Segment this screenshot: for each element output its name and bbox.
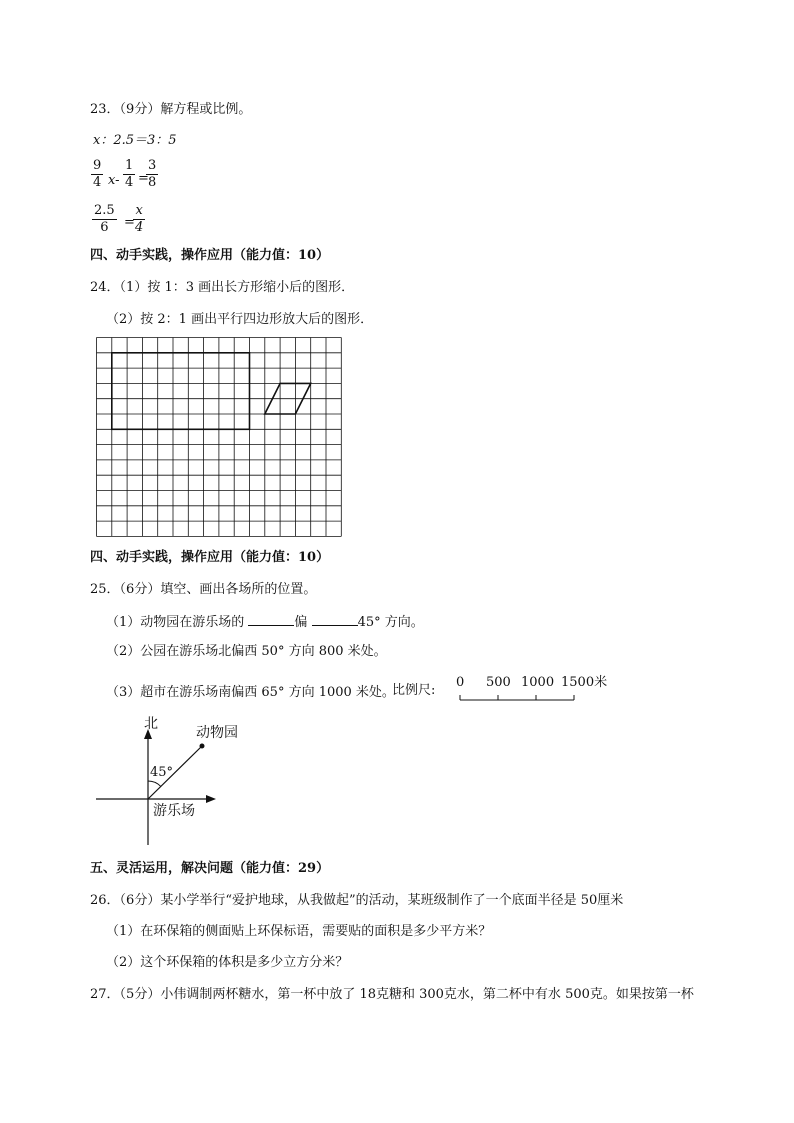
q23-equation-1: x：2.5＝3：5 (93, 133, 177, 148)
scale-tick-label: 1500米 (561, 675, 608, 690)
answer-blank[interactable] (248, 614, 294, 626)
fraction-1-4: 1 4 (125, 158, 134, 190)
answer-blank[interactable] (312, 614, 358, 626)
q23-heading: 23．（9分）解方程或比例。 (90, 102, 252, 117)
amusement-park-label: 游乐场 (153, 803, 195, 819)
section-4-heading-repeat: 四、动手实践，操作应用（能力值：10） (90, 550, 330, 565)
rectangle-shape (112, 353, 250, 430)
q25-item-3: （3）超市在游乐场南偏西 65° 方向 1000 米处。 (106, 685, 395, 700)
section-5-heading: 五、灵活运用，解决问题（能力值：29） (90, 861, 330, 876)
q26-sub-2: （2）这个环保箱的体积是多少立方分米？ (106, 955, 349, 970)
scale-tick-label: 0 (456, 675, 465, 690)
q24-line-2: （2）按 2：1 画出平行四边形放大后的图形． (106, 312, 374, 327)
north-label: 北 (144, 716, 158, 732)
q25-item-1: （1）动物园在游乐场的 偏 45° 方向。 (106, 615, 424, 630)
fraction-3-8: 3 8 (148, 158, 157, 190)
fraction-x-4: x 4 (135, 203, 144, 235)
q25-item-2: （2）公园在游乐场北偏西 50° 方向 800 米处。 (106, 644, 387, 659)
fraction-9-4: 9 4 (93, 158, 102, 190)
section-4-heading: 四、动手实践，操作应用（能力值：10） (90, 248, 330, 263)
drawing-grid (96, 337, 341, 542)
zoo-label: 动物园 (196, 725, 238, 741)
scale-label: 比例尺: (392, 683, 436, 698)
q24-line-1: 24．（1）按 1：3 画出长方形缩小后的图形． (90, 280, 355, 295)
q26-heading: 26．（6分）某小学举行“爱护地球，从我做起”的活动，某班级制作了一个底面半径是 50厘米 (90, 893, 624, 908)
fraction-2.5-6: 2.5 6 (94, 203, 115, 235)
q25-heading: 25．（6分）填空、画出各场所的位置。 (90, 582, 317, 597)
scale-tick-label: 1000 (521, 675, 555, 690)
q26-sub-1: （1）在环保箱的侧面贴上环保标语，需要贴的面积是多少平方米？ (106, 924, 492, 939)
q27-heading: 27．（5分）小伟调制两杯糖水，第一杯中放了 18克糖和 300克水，第二杯中有水 500克。如果按第一杯 (90, 987, 694, 1002)
scale-tick-label: 500 (486, 675, 511, 690)
scale-bar (455, 690, 585, 702)
angle-label: 45° (150, 765, 174, 780)
